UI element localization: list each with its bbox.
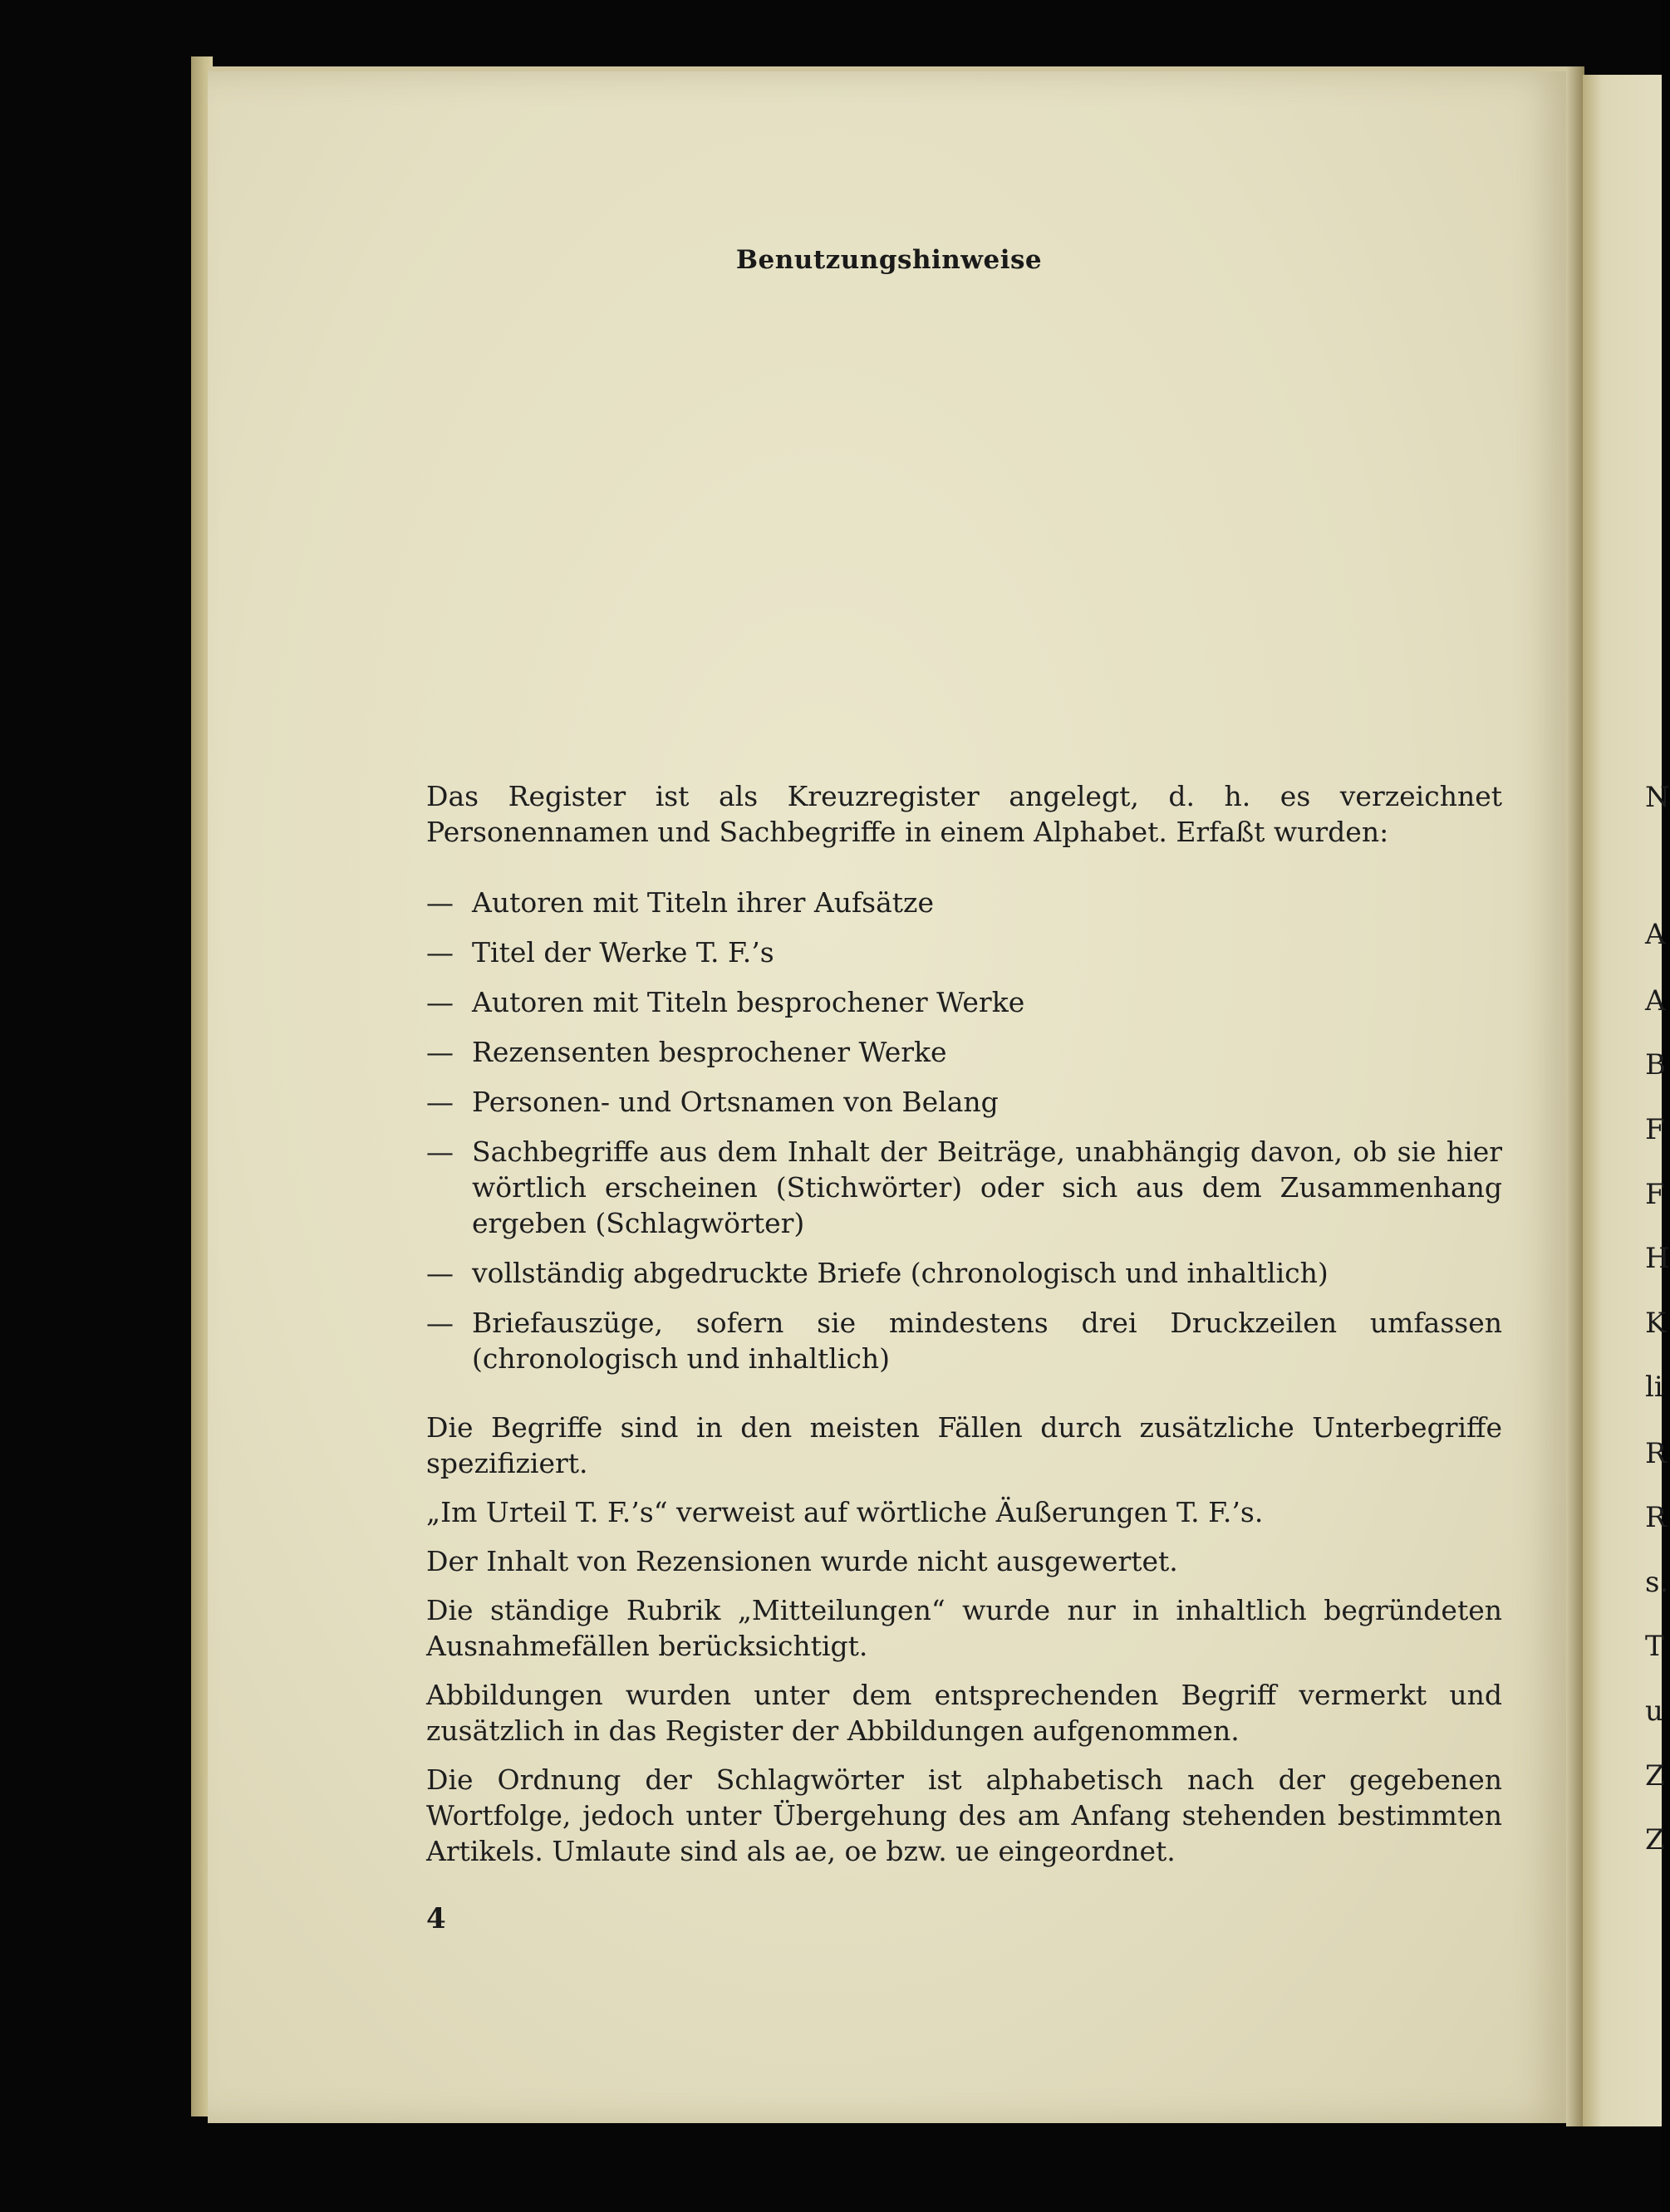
- book-gutter: [1566, 66, 1584, 2126]
- list-dash: —: [426, 1257, 454, 1289]
- list-item-text: vollständig abgedruckte Briefe (chronologisch und inhaltlich): [472, 1257, 1329, 1289]
- adjacent-letter: u: [1645, 1695, 1663, 1728]
- adjacent-letter: T: [1645, 1630, 1664, 1663]
- page-number: 4: [426, 1902, 446, 1935]
- adjacent-letter: H: [1645, 1242, 1670, 1275]
- list-dash: —: [426, 1036, 454, 1068]
- paragraph: Die Begriffe sind in den meisten Fällen durch zusätzliche Unterbegriffe spezifiziert.: [426, 1411, 1502, 1479]
- adjacent-letter: Z: [1645, 1759, 1665, 1793]
- list-dash: —: [426, 1307, 454, 1339]
- adjacent-letter: B: [1645, 1048, 1666, 1081]
- adjacent-page: [1583, 75, 1662, 2126]
- page-body: [426, 778, 1502, 1882]
- list-dash: —: [426, 1135, 454, 1168]
- adjacent-letter: R: [1645, 1501, 1667, 1534]
- paragraph: Die Ordnung der Schlagwörter ist alphabetisch nach der gegebenen Wortfolge, jedoch unter Übergehung des am Anfang stehenden bestimmten Artikels. Umlaute sind als ae, oe bzw. ue eingeordnet.: [426, 1763, 1502, 1867]
- adjacent-letter: A: [1645, 984, 1666, 1018]
- page-title: Benutzungshinweise: [735, 245, 1043, 275]
- list-item: [426, 885, 1502, 920]
- list-item-text: Sachbegriffe aus dem Inhalt der Beiträge, unabhängig davon, ob sie hier wörtlich erscheinen (Stichwörter) oder sich aus dem Zusammenhang ergeben (Schlagwörter): [472, 1135, 1502, 1239]
- list-item: [426, 984, 1502, 1020]
- list-item-text: Autoren mit Titeln ihrer Aufsätze: [472, 886, 934, 919]
- list-item: [426, 1305, 1502, 1376]
- list-item-text: Personen- und Ortsnamen von Belang: [472, 1086, 999, 1118]
- adjacent-letter: F: [1645, 1113, 1665, 1146]
- paragraph: „Im Urteil T. F.’s“ verweist auf wörtliche Äußerungen T. F.’s.: [426, 1496, 1264, 1528]
- adjacent-letter: li: [1645, 1371, 1663, 1404]
- covered-items-list: [426, 885, 1502, 1376]
- paragraph: Der Inhalt von Rezensionen wurde nicht ausgewertet.: [426, 1545, 1178, 1577]
- adjacent-letter: K: [1645, 1307, 1667, 1340]
- adjacent-letter: s.: [1645, 1566, 1669, 1599]
- list-item-text: Rezensenten besprochener Werke: [472, 1036, 947, 1068]
- list-item-text: Titel der Werke T. F.’s: [472, 936, 774, 969]
- adjacent-letter: A: [1645, 918, 1666, 951]
- list-dash: —: [426, 1086, 454, 1118]
- list-item: [426, 1084, 1502, 1120]
- list-item: [426, 1034, 1502, 1070]
- paragraph: Die ständige Rubrik „Mitteilungen“ wurde nur in inhaltlich begründeten Ausnahmefällen berücksichtigt.: [426, 1594, 1502, 1662]
- list-item-text: Autoren mit Titeln besprochener Werke: [472, 986, 1025, 1018]
- list-item: [426, 934, 1502, 970]
- list-dash: —: [426, 886, 454, 919]
- list-dash: —: [426, 936, 454, 969]
- adjacent-letter: R: [1645, 1437, 1667, 1470]
- paragraph: Abbildungen wurden unter dem entsprechenden Begriff vermerkt und zusätzlich in das Register der Abbildungen aufgenommen.: [426, 1679, 1502, 1747]
- adjacent-letter: F: [1645, 1178, 1665, 1211]
- adjacent-letter: Z: [1645, 1823, 1665, 1856]
- intro-paragraph: Das Register ist als Kreuzregister angelegt, d. h. es verzeichnet Personennamen und Sachbegriffe in einem Alphabet. Erfaßt wurden:: [426, 780, 1502, 848]
- list-item: [426, 1134, 1502, 1241]
- list-item-text: Briefauszüge, sofern sie mindestens drei Druckzeilen umfassen (chronologisch und inhaltlich): [472, 1307, 1502, 1375]
- list-dash: —: [426, 986, 454, 1018]
- adjacent-letter: N: [1645, 781, 1670, 814]
- list-item: [426, 1255, 1502, 1291]
